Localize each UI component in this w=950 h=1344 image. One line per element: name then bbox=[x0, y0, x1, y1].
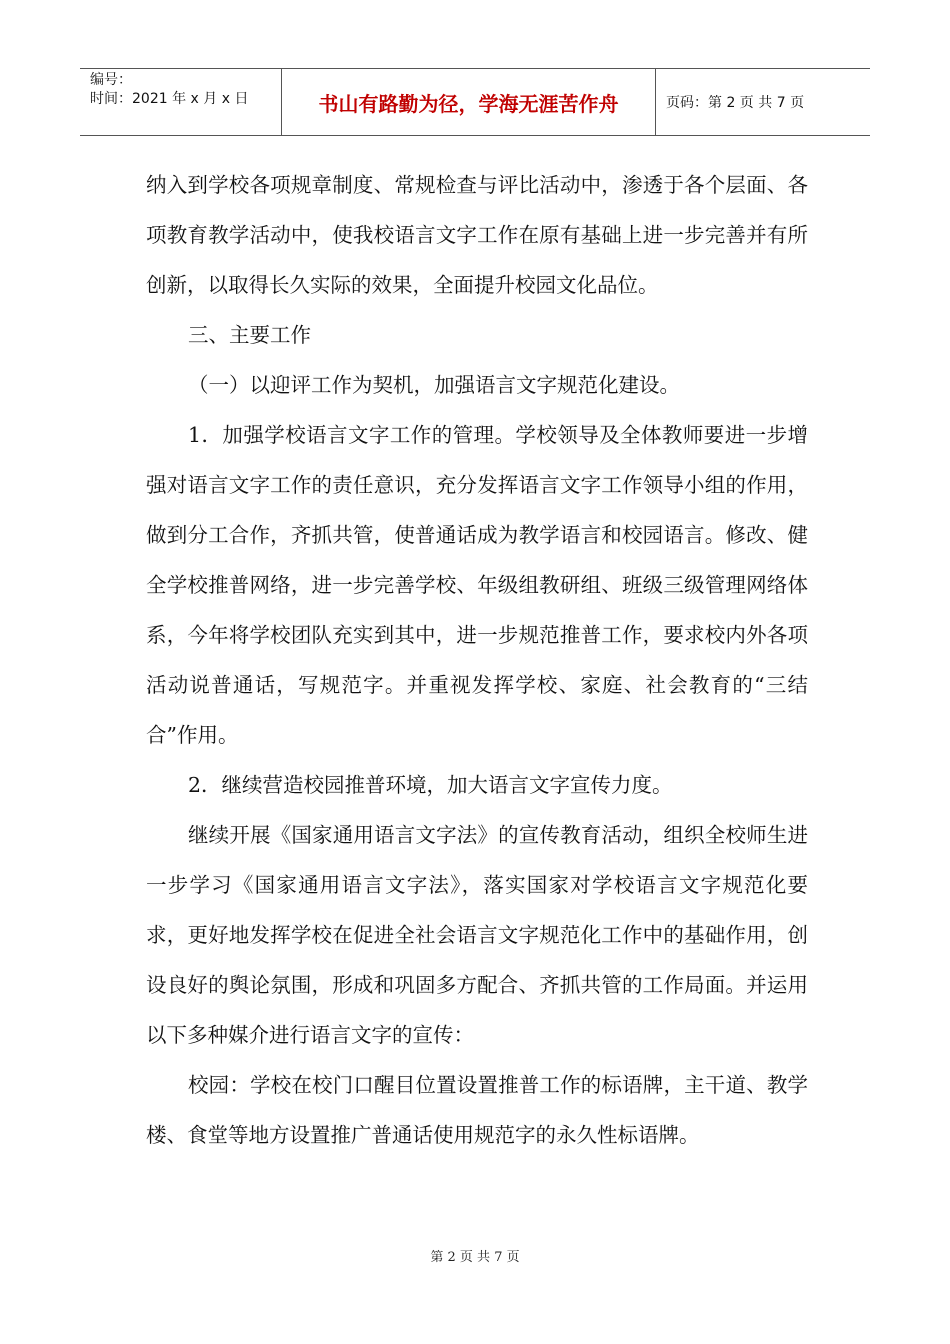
subsection-heading: （一）以迎评工作为契机，加强语言文字规范化建设。 bbox=[188, 373, 680, 397]
section-heading: 三、主要工作 bbox=[188, 323, 311, 347]
header-meta bbox=[80, 69, 282, 135]
paragraph-continued: 纳入到学校各项规章制度、常规检查与评比活动中，渗透于各个层面、各项教育教学活动中，使我校语言文字工作在原有基础上进一步完善并有所创新，以取得长久实际的效果，全面提升校园文化品位。 bbox=[146, 173, 808, 297]
paragraph-propaganda: 继续开展《国家通用语言文字法》的宣传教育活动，组织全校师生进一步学习《国家通用语言文字法》，落实国家对学校语言文字规范化要求，更好地发挥学校在促进全社会语言文字规范化工作中的基础作用，创设良好的舆论氛围，形成和巩固多方配合、齐抓共管的工作局面。并运用以下多种媒介进行语言文字的宣传： bbox=[146, 823, 808, 1047]
header-page-info: 页码：第 2 页 共 7 页 bbox=[666, 95, 805, 111]
document-body bbox=[146, 160, 808, 1160]
paragraph-item-2-heading: 2．继续营造校园推普环境，加大语言文字宣传力度。 bbox=[188, 773, 673, 797]
paragraph-campus: 校园：学校在校门口醒目位置设置推普工作的标语牌，主干道、教学楼、食堂等地方设置推广普通话使用规范字的永久性标语牌。 bbox=[146, 1073, 808, 1147]
header-motto: 书山有路勤为径，学海无涯苦作舟 bbox=[282, 69, 656, 135]
number-label: 编号： bbox=[90, 72, 132, 88]
date-line: 时间：2021 年 x 月 x 日 bbox=[90, 91, 249, 107]
page-footer: 第 2 页 共 7 页 bbox=[430, 1250, 520, 1265]
page-header bbox=[80, 68, 870, 136]
paragraph-item-1: 1．加强学校语言文字工作的管理。学校领导及全体教师要进一步增强对语言文字工作的责任意识，充分发挥语言文字工作领导小组的作用，做到分工合作，齐抓共管，使普通话成为教学语言和校园语言。修改、健全学校推普网络，进一步完善学校、年级组教研组、班级三级管理网络体系，今年将学校团队充实到其中，进一步规范推普工作，要求校内外各项活动说普通话，写规范字。并重视发挥学校、家庭、社会教育的“三结合”作用。 bbox=[146, 423, 808, 747]
